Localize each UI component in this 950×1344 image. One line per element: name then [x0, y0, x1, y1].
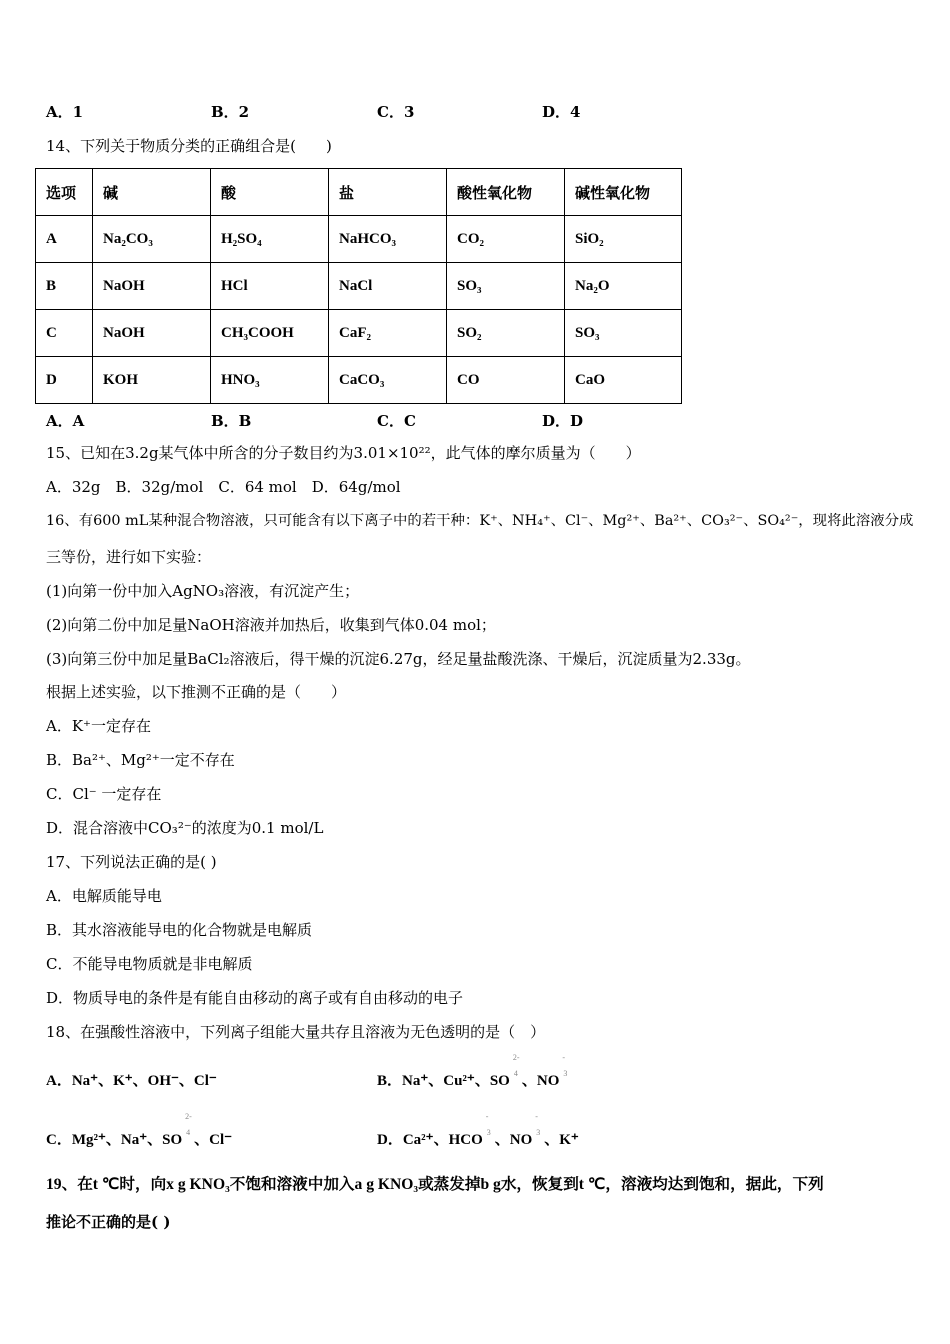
- cell-option: A: [36, 216, 93, 263]
- q18-option-d: [377, 1112, 579, 1149]
- subscript-label: 4: [186, 1128, 191, 1137]
- q18-option-d-prefix: D．Ca²⁺、HCO: [377, 1132, 483, 1148]
- q13-option-a: A．1: [46, 103, 84, 121]
- q18-option-c-prefix: C．Mg²⁺、Na⁺、SO: [46, 1132, 183, 1148]
- cell-base: KOH: [93, 357, 211, 404]
- header-option: 选项: [36, 169, 93, 216]
- header-basic-oxide: 碱性氧化物: [565, 169, 682, 216]
- q16-experiment-3: (3)向第三份中加足量BaCl₂溶液后，得干燥的沉淀6.27g，经足量盐酸洗涤、干燥后，沉淀质量为2.33g。: [46, 650, 751, 668]
- q18-option-a: A．Na⁺、K⁺、OH⁻、Cl⁻: [46, 1073, 217, 1089]
- charge-label: -: [535, 1112, 538, 1121]
- q18-option-b-mid: 、NO: [521, 1073, 560, 1089]
- nitrate-charge-label: [559, 1053, 571, 1085]
- q17-option-b: B．其水溶液能导电的化合物就是电解质: [46, 921, 313, 939]
- cell-salt: CaCO₃: [329, 357, 447, 404]
- q17-option-d: D．物质导电的条件是有能自由移动的离子或有自由移动的电子: [46, 989, 464, 1007]
- table-row: [36, 216, 682, 263]
- q13-option-d: D．4: [542, 103, 581, 121]
- header-base: 碱: [93, 169, 211, 216]
- table-row: [36, 263, 682, 310]
- subscript-label: 4: [513, 1069, 518, 1078]
- q16-experiment-2: (2)向第二份中加足量NaOH溶液并加热后，收集到气体0.04 mol；: [46, 616, 496, 634]
- charge-label: -: [485, 1112, 489, 1121]
- table-header-row: [36, 169, 682, 216]
- q18-option-b: [377, 1053, 571, 1090]
- q14-option-b: B．B: [211, 412, 252, 430]
- cell-option: D: [36, 357, 93, 404]
- q16-option-b: B．Ba²⁺、Mg²⁺一定不存在: [46, 751, 235, 769]
- cell-acidic-oxide: CO₂: [447, 216, 565, 263]
- q13-option-b: B．2: [211, 103, 250, 121]
- q18-option-b-prefix: B．Na⁺、Cu²⁺、SO: [377, 1073, 510, 1089]
- q16-option-a: A．K⁺一定存在: [46, 717, 151, 735]
- cell-acidic-oxide: SO₃: [447, 263, 565, 310]
- q15-options: A．32g B．32g/mol C．64 mol D．64g/mol: [46, 478, 401, 496]
- q14-option-d: D．D: [542, 412, 584, 430]
- q16-stem-line2: 三等份，进行如下实验：: [46, 548, 212, 566]
- classification-table: [35, 168, 682, 404]
- cell-salt: CaF₂: [329, 310, 447, 357]
- cell-option: B: [36, 263, 93, 310]
- table-row: [36, 310, 682, 357]
- nitrate-charge-label: [532, 1112, 544, 1144]
- charge-label: 2-: [512, 1053, 520, 1062]
- header-salt: 盐: [329, 169, 447, 216]
- cell-acidic-oxide: CO: [447, 357, 565, 404]
- cell-base: NaOH: [93, 263, 211, 310]
- q17-option-a: A．电解质能导电: [46, 887, 162, 905]
- q18-stem: 18、在强酸性溶液中，下列离子组能大量共存且溶液为无色透明的是（ ）: [46, 1023, 546, 1041]
- subscript-label: 3: [563, 1069, 568, 1078]
- q19-stem-line2: 推论不正确的是( ): [46, 1213, 171, 1231]
- q13-option-c: C．3: [377, 103, 415, 121]
- q16-experiment-1: (1)向第一份中加入AgNO₃溶液，有沉淀产生；: [46, 582, 360, 600]
- cell-basic-oxide: CaO: [565, 357, 682, 404]
- q18-option-d-suffix: 、K⁺: [544, 1132, 579, 1148]
- subscript-label: 3: [486, 1128, 491, 1137]
- q14-option-a: A．A: [46, 412, 85, 430]
- header-acidic-oxide: 酸性氧化物: [447, 169, 565, 216]
- q17-stem: 17、下列说法正确的是( ): [46, 853, 217, 871]
- cell-salt: NaCl: [329, 263, 447, 310]
- cell-salt: NaHCO₃: [329, 216, 447, 263]
- cell-acidic-oxide: SO₂: [447, 310, 565, 357]
- q15-stem: 15、已知在3.2g某气体中所含的分子数目约为3.01×10²²，此气体的摩尔质量为（ ）: [46, 444, 641, 462]
- q16-question: 根据上述实验，以下推测不正确的是（ ）: [46, 683, 347, 701]
- cell-basic-oxide: SiO₂: [565, 216, 682, 263]
- sulfate-charge-label: [182, 1112, 194, 1144]
- q18-option-c: [46, 1112, 233, 1149]
- cell-base: Na₂CO₃: [93, 216, 211, 263]
- table-row: [36, 357, 682, 404]
- q16-option-d: D．混合溶液中CO₃²⁻的浓度为0.1 mol/L: [46, 819, 324, 837]
- cell-acid: HNO₃: [211, 357, 329, 404]
- cell-acid: H₂SO₄: [211, 216, 329, 263]
- q14-stem: 14、下列关于物质分类的正确组合是( ): [46, 137, 332, 155]
- subscript-label: 3: [536, 1128, 541, 1137]
- cell-acid: CH₃COOH: [211, 310, 329, 357]
- bicarbonate-charge-label: [483, 1112, 495, 1144]
- q18-option-c-suffix: 、Cl⁻: [194, 1132, 233, 1148]
- q18-option-d-mid: 、NO: [494, 1132, 533, 1148]
- sulfate-charge-label: [510, 1053, 522, 1085]
- cell-basic-oxide: Na₂O: [565, 263, 682, 310]
- q16-option-c: C．Cl⁻ 一定存在: [46, 785, 162, 803]
- header-acid: 酸: [211, 169, 329, 216]
- cell-acid: HCl: [211, 263, 329, 310]
- q17-option-c: C．不能导电物质就是非电解质: [46, 955, 253, 973]
- cell-base: NaOH: [93, 310, 211, 357]
- q14-option-c: C．C: [377, 412, 416, 430]
- charge-label: -: [562, 1053, 566, 1062]
- cell-basic-oxide: SO₃: [565, 310, 682, 357]
- cell-option: C: [36, 310, 93, 357]
- charge-label: 2-: [185, 1112, 192, 1121]
- q16-stem-line1: 16、有600 mL某种混合物溶液，只可能含有以下离子中的若干种：K⁺、NH₄⁺、Cl⁻、Mg²⁺、Ba²⁺、CO₃²⁻、SO₄²⁻，现将此溶液分成: [46, 513, 914, 529]
- q19-stem-line1: 19、在t ℃时，向x g KNO₃不饱和溶液中加入a g KNO₃或蒸发掉b g水，恢复到t ℃，溶液均达到饱和，据此，下列: [46, 1176, 824, 1193]
